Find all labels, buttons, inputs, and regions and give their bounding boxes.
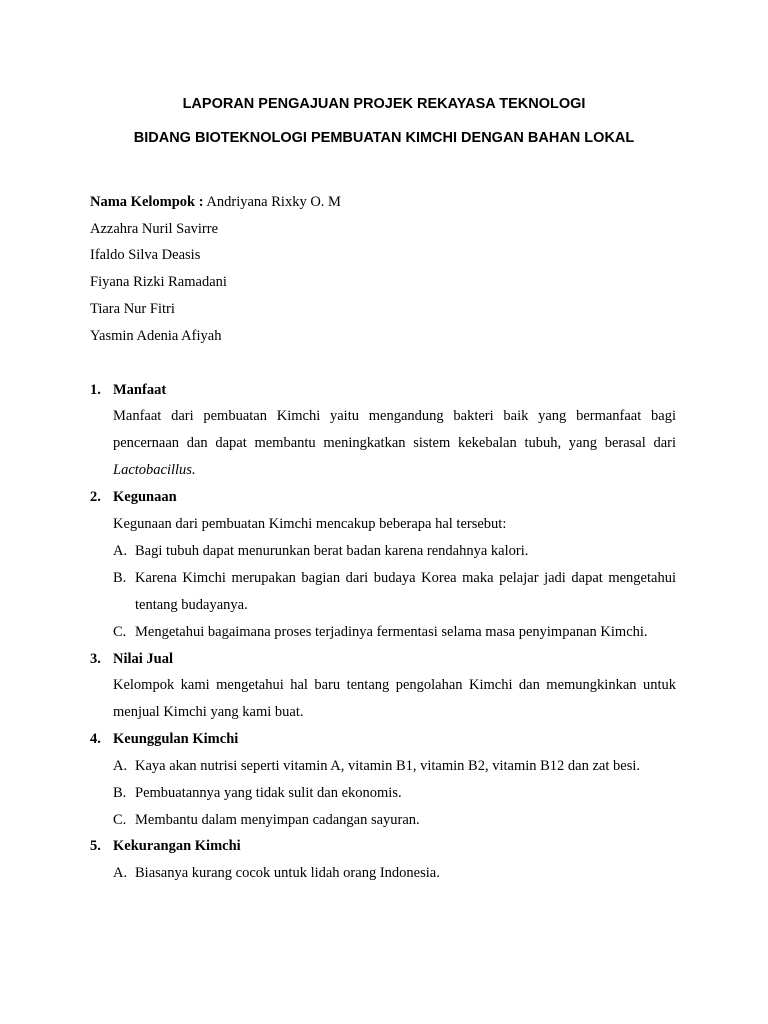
group-member: Ifaldo Silva Deasis [90, 247, 201, 263]
section-number: 3. [90, 651, 101, 667]
list-letter: A. [113, 865, 128, 881]
list-item: Pembuatannya yang tidak sulit dan ekonomis. [135, 785, 402, 801]
list-letter: B. [113, 570, 127, 586]
paragraph-line: Manfaat dari pembuatan Kimchi yaitu mengandung bakteri baik yang bermanfaat bagi [113, 408, 676, 424]
paragraph-line: menjual Kimchi yang kami buat. [113, 704, 304, 720]
section-heading: Kegunaan [113, 489, 177, 505]
group-line [90, 192, 690, 212]
document-title: LAPORAN PENGAJUAN PROJEK REKAYASA TEKNOLOGI [182, 96, 586, 112]
list-item: Membantu dalam menyimpan cadangan sayuran. [135, 812, 420, 828]
document-subtitle: BIDANG BIOTEKNOLOGI PEMBUATAN KIMCHI DENGAN BAHAN LOKAL [133, 130, 635, 146]
section-number: 4. [90, 731, 101, 747]
section-heading: Nilai Jual [113, 651, 174, 667]
group-member: Tiara Nur Fitri [90, 301, 175, 317]
list-letter: B. [113, 785, 127, 801]
section-number: 5. [90, 838, 101, 854]
list-letter: A. [113, 758, 128, 774]
list-letter: C. [113, 812, 127, 828]
list-letter: A. [113, 543, 128, 559]
paragraph-line: Kegunaan dari pembuatan Kimchi mencakup beberapa hal tersebut: [113, 516, 507, 532]
list-item: Kaya akan nutrisi seperti vitamin A, vitamin B1, vitamin B2, vitamin B12 dan zat besi. [135, 758, 641, 774]
section-number: 1. [90, 382, 101, 398]
paragraph-line: pencernaan dan dapat membantu meningkatkan sistem kekebalan tubuh, yang berasal dari [113, 435, 676, 451]
section-number: 2. [90, 489, 101, 505]
italic-term: Lactobacillus. [113, 462, 196, 478]
list-item-continuation: tentang budayanya. [135, 597, 248, 613]
group-label: Nama Kelompok : [90, 194, 204, 210]
section-heading: Keunggulan Kimchi [113, 731, 239, 747]
paragraph-line: Kelompok kami mengetahui hal baru tentang pengolahan Kimchi dan memungkinkan untuk [113, 677, 676, 693]
group-member: Andriyana Rixky O. M [206, 194, 341, 210]
group-member: Azzahra Nuril Savirre [90, 221, 219, 237]
section-heading: Manfaat [113, 382, 167, 398]
list-letter: C. [113, 624, 127, 640]
group-member: Yasmin Adenia Afiyah [90, 328, 222, 344]
list-item: Bagi tubuh dapat menurunkan berat badan karena rendahnya kalori. [135, 543, 529, 559]
list-item: Biasanya kurang cocok untuk lidah orang Indonesia. [135, 865, 440, 881]
group-member: Fiyana Rizki Ramadani [90, 274, 227, 290]
section-heading: Kekurangan Kimchi [113, 838, 241, 854]
list-item: Karena Kimchi merupakan bagian dari budaya Korea maka pelajar jadi dapat mengetahui [135, 570, 676, 586]
list-item: Mengetahui bagaimana proses terjadinya fermentasi selama masa penyimpanan Kimchi. [135, 624, 648, 640]
